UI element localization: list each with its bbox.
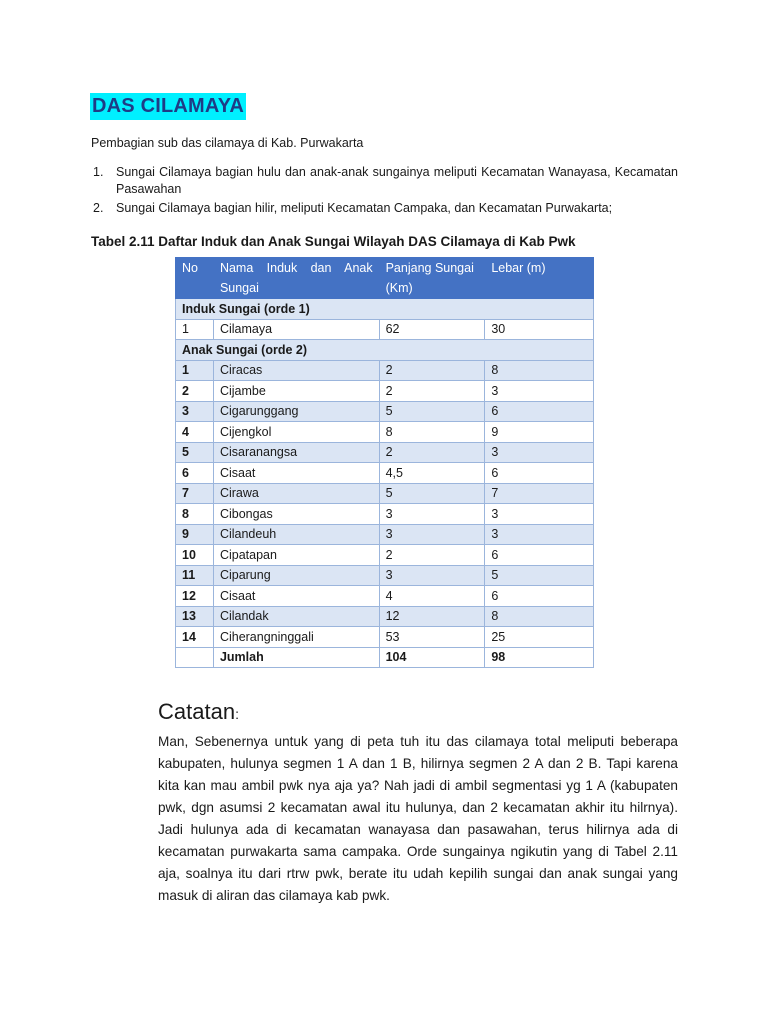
cell-no: 4 <box>176 422 214 443</box>
notes-body: Man, Sebenernya untuk yang di peta tuh itu das cilamaya total meliputi beberapa kabupaten, hulunya segmen 1 A dan 1 B, hilirnya segmen 2 A dan 2 B. Tapi karena kita kan mau ambil pwk nya aja ya? Nah jadi di ambil segmentasi yg 1 A (kabupaten pwk, dgn asumsi 2 kecamatan awal itu hulunya, dan 2 kecamatan akhir itu hilrnya). Jadi hulunya ada di kecamatan wanayasa dan pasawahan, terus hilirnya ada di kecamatan purwakarta sama campaka. Orde sungainya ngikutin yang di Tabel 2.11 aja, soalnya itu dari rtrw pwk, berate itu udah kepilih sungai dan anak sungai yang masuk di aliran das cilamaya kab pwk. <box>158 734 678 903</box>
table-total-row <box>176 647 594 668</box>
cell-width: 3 <box>485 504 594 525</box>
cell-width: 6 <box>485 401 594 422</box>
cell-no: 1 <box>176 319 214 340</box>
cell-width: 8 <box>485 606 594 627</box>
cell-width: 3 <box>485 442 594 463</box>
cell-width: 3 <box>485 381 594 402</box>
cell-name: Cisaat <box>213 463 379 484</box>
cell-name: Cijengkol <box>213 422 379 443</box>
table-row <box>176 524 594 545</box>
cell-total-length: 104 <box>379 647 485 668</box>
cell-no: 3 <box>176 401 214 422</box>
cell-length: 4 <box>379 586 485 607</box>
cell-name: Cirawa <box>213 483 379 504</box>
cell-name: Cisaat <box>213 586 379 607</box>
list-item <box>91 200 678 217</box>
cell-length: 5 <box>379 401 485 422</box>
cell-width: 6 <box>485 463 594 484</box>
notes-heading-text: Catatan <box>158 699 236 724</box>
list-item <box>91 164 678 198</box>
list-item-text: Sungai Cilamaya bagian hulu dan anak-anak sungainya meliputi Kecamatan Wanayasa, Kecamatan Pasawahan <box>116 165 678 196</box>
cell-name: Cilamaya <box>213 319 379 340</box>
table-row <box>176 401 594 422</box>
cell-no: 8 <box>176 504 214 525</box>
cell-no: 11 <box>176 565 214 586</box>
cell-no: 6 <box>176 463 214 484</box>
cell-no: 10 <box>176 545 214 566</box>
table-row <box>176 442 594 463</box>
cell-width: 25 <box>485 627 594 648</box>
cell-width: 3 <box>485 524 594 545</box>
table-header-row <box>176 258 594 299</box>
cell-length: 12 <box>379 606 485 627</box>
cell-length: 2 <box>379 360 485 381</box>
document-subtitle: Pembagian sub das cilamaya di Kab. Purwakarta <box>91 136 364 150</box>
cell-length: 3 <box>379 565 485 586</box>
cell-length: 8 <box>379 422 485 443</box>
group-label: Anak Sungai (orde 2) <box>176 340 594 361</box>
table-row <box>176 483 594 504</box>
list-item-number: 2. <box>93 201 104 215</box>
cell-no: 13 <box>176 606 214 627</box>
table-caption: Tabel 2.11 Daftar Induk dan Anak Sungai Wilayah DAS Cilamaya di Kab Pwk <box>91 234 576 249</box>
document-title: DAS CILAMAYA <box>90 93 246 120</box>
table-group-row <box>176 340 594 361</box>
cell-length: 4,5 <box>379 463 485 484</box>
list-item-text: Sungai Cilamaya bagian hilir, meliputi Kecamatan Campaka, dan Kecamatan Purwakarta; <box>116 201 613 215</box>
cell-length: 3 <box>379 504 485 525</box>
table-row <box>176 381 594 402</box>
cell-name: Cibongas <box>213 504 379 525</box>
table-row <box>176 565 594 586</box>
header-name-line1: Nama Induk dan Anak <box>219 261 373 275</box>
cell-width: 5 <box>485 565 594 586</box>
header-name <box>213 258 379 299</box>
cell-length: 62 <box>379 319 485 340</box>
cell-width: 7 <box>485 483 594 504</box>
table-row <box>176 319 594 340</box>
cell-length: 2 <box>379 545 485 566</box>
header-length-line1: Panjang Sungai <box>385 261 474 275</box>
cell-name: Cisaranangsa <box>213 442 379 463</box>
notes-heading <box>158 697 239 729</box>
cell-no: 5 <box>176 442 214 463</box>
cell-no: 2 <box>176 381 214 402</box>
table-row <box>176 504 594 525</box>
cell-length: 2 <box>379 442 485 463</box>
cell-total-label: Jumlah <box>213 647 379 668</box>
header-length <box>379 258 485 299</box>
cell-width: 9 <box>485 422 594 443</box>
table-row <box>176 586 594 607</box>
cell-no: 9 <box>176 524 214 545</box>
numbered-list <box>91 164 678 219</box>
cell-name: Ciparung <box>213 565 379 586</box>
table-row <box>176 606 594 627</box>
cell-name: Cigarunggang <box>213 401 379 422</box>
cell-name: Cilandeuh <box>213 524 379 545</box>
cell-no: 14 <box>176 627 214 648</box>
table-row <box>176 627 594 648</box>
cell-width: 8 <box>485 360 594 381</box>
header-length-line2: (Km) <box>385 281 413 295</box>
table-group-row <box>176 299 594 320</box>
notes-heading-colon: : <box>235 706 239 722</box>
cell-name: Ciherangninggali <box>213 627 379 648</box>
cell-no: 7 <box>176 483 214 504</box>
river-table <box>175 257 594 668</box>
table-row <box>176 422 594 443</box>
cell-no: 1 <box>176 360 214 381</box>
cell-length: 3 <box>379 524 485 545</box>
table-row <box>176 463 594 484</box>
header-width: Lebar (m) <box>485 258 594 299</box>
header-no: No <box>176 258 214 299</box>
cell-width: 6 <box>485 545 594 566</box>
cell-name: Cipatapan <box>213 545 379 566</box>
cell-name: Cijambe <box>213 381 379 402</box>
table-row <box>176 360 594 381</box>
cell-length: 53 <box>379 627 485 648</box>
cell-name: Ciracas <box>213 360 379 381</box>
table-row <box>176 545 594 566</box>
cell-no <box>176 647 214 668</box>
cell-no: 12 <box>176 586 214 607</box>
cell-length: 2 <box>379 381 485 402</box>
cell-width: 30 <box>485 319 594 340</box>
cell-length: 5 <box>379 483 485 504</box>
list-item-number: 1. <box>93 165 104 179</box>
header-name-line2: Sungai <box>219 281 259 295</box>
cell-width: 6 <box>485 586 594 607</box>
group-label: Induk Sungai (orde 1) <box>176 299 594 320</box>
cell-total-width: 98 <box>485 647 594 668</box>
cell-name: Cilandak <box>213 606 379 627</box>
